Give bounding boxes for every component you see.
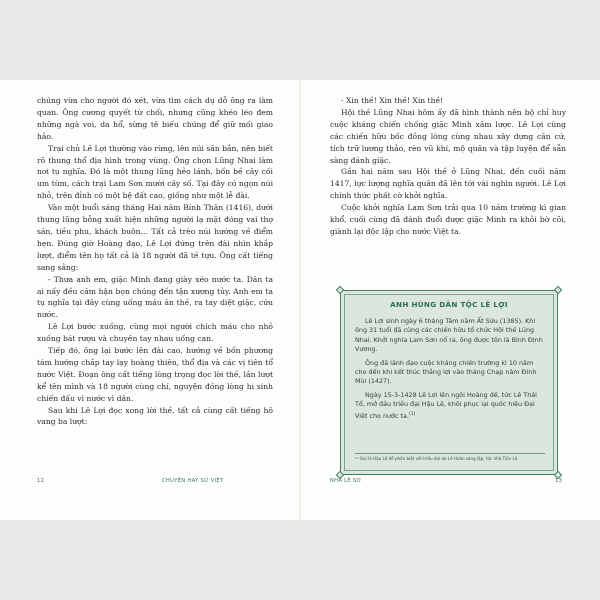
right-page-text — [330, 95, 566, 238]
info-box-body — [355, 317, 545, 425]
info-paragraph-text: Ngày 15-3-1428 Lê Lợi lên ngôi Hoàng đế, tức Lê Thái Tổ, mở đầu triều đại Hậu Lê, khôi phục lại quốc hiệu Đại Việt cho nước ta. — [355, 390, 537, 420]
paragraph: Sau khi Lê Lợi đọc xong lời thề, tất cả cùng cất tiếng hô vang ba lượt: — [37, 405, 273, 427]
paragraph: Hội thề Lũng Nhai hôm ấy đã hình thành nên bộ chỉ huy cuộc kháng chiến chống giặc Minh xâm lược. Lê Lợi cùng các chiến hữu bốc đồng lòng cùng nhau xây dựng căn cứ, tích trữ lương thảo, rèn vũ khí, mộ quân và tập luyện để sẵn sàng đánh giặc. — [330, 107, 566, 165]
paragraph: Vào một buổi sáng tháng Hai năm Bính Thân (1416), dưới thung lũng bỗng xuất hiện những người lạ mặt đóng vai thợ săn, tiều phu, khách buôn… Tất cả trèo núi hướng về điểm hẹn. Đúng giờ Hoàng đạo, Lê Lợi đứng trên đài nhìn khắp lượt, điểm tên họ tất cả là 18 người đã tề tựu. Ông cất tiếng sang sảng: — [37, 203, 273, 272]
paragraph: Cuộc khởi nghĩa Lam Sơn trải qua 10 năm trường kì gian khổ, cuối cùng đã đánh đuổi được giặc Minh ra khỏi bờ cõi, giành lại độc lập cho nước Việt ta. — [330, 203, 566, 236]
info-box — [340, 290, 558, 475]
left-page-text — [37, 95, 273, 428]
paragraph: Gần hai năm sau Hội thề ở Lũng Nhai, đến cuối năm 1417, lực lượng nghĩa quân đã lên tới vài nghìn người. Lê Lợi chính thức phất cờ khởi nghĩa. — [330, 167, 566, 201]
footnote-marker: (1) — [409, 411, 416, 417]
info-paragraph: Lê Lợi sinh ngày 6 tháng Tám năm Ất Sửu (1385). Khi ông 31 tuổi đã cùng các chiến hữu tổ chức Hội thề Lũng Nhai. Khởi nghĩa Lam Sơn nổ ra, ông được tôn là Bình Định Vương. — [355, 317, 543, 354]
paragraph: Trại chủ Lê Lợi thường vào rừng, lên núi săn bắn, nên biết rõ thung thổ địa hình trong vùng. Ông chọn Lũng Nhai làm nơi tụ nghĩa. Đó là một thung lũng hẻo lánh, bốn bề cây cối um tùm, cách trại Lam Sơn mười cây số. Tại đây có ngọn núi nhỏ, trên đỉnh có một bệ đất cao, giống như một lễ đài. — [37, 143, 273, 201]
info-paragraph — [355, 391, 545, 421]
paragraph: - Thưa anh em, giặc Minh đang giày xéo nước ta. Dân ta ai nấy đều căm hận bọn chúng đến tận xương tủy. Anh em ta tụ nghĩa tại đây cùng uống máu ăn thề, ra tay diệt giặc, cứu nước. — [37, 274, 273, 320]
info-box-title: ANH HÙNG DÂN TỘC LÊ LỢI — [390, 300, 508, 309]
paragraph: Tiếp đó, ông lại bước lên đài cao, hướng về bốn phương tám hướng chắp tay lạy hoàng thiên, thổ địa và các vị tiên tổ nước Việt. Đoạn ông cất tiếng lòng trọng đọc lời thề, lần lượt kể tên mình và 18 người cùng chí, nguyện đồng lòng hi sinh chiến đấu vì nước vì dân. — [37, 346, 273, 403]
footnote: ⁽¹⁾ Gọi là Hậu Lê để phân biệt với triều đại do Lê Hoàn sáng lập, tức nhà Tiền Lê. — [355, 453, 545, 461]
left-page-number: 12 — [37, 478, 45, 484]
book-gutter — [299, 80, 301, 520]
paragraph: - Xin thề! Xin thề! Xin thề! — [341, 96, 444, 105]
paragraph: Lê Lợi bước xuống, cùng mọi người chích máu cho nhỏ xuống bát rượu và chuyền tay nhau uống can. — [37, 322, 273, 344]
info-paragraph: Ông đã lãnh đạo cuộc kháng chiến trường kì 10 năm cho đến khi kết thúc thắng lợi vào tháng Chạp năm Đinh Mùi (1427). — [355, 358, 537, 386]
left-running-title: CHUYỆN HAY SỬ VIỆT — [162, 478, 224, 484]
right-running-title: NHÀ LÊ SƠ — [330, 478, 362, 484]
paragraph: chúng vừa cho người đó xét, vừa tìm cách dụ dỗ ông ra làm quan. Ông cương quyết từ chối, nhưng cũng khéo léo đem những ngà voi, da hổ, sừng tê biếu chúng để giữ mối giao hảo. — [37, 96, 273, 141]
right-page-number: 13 — [555, 478, 563, 484]
